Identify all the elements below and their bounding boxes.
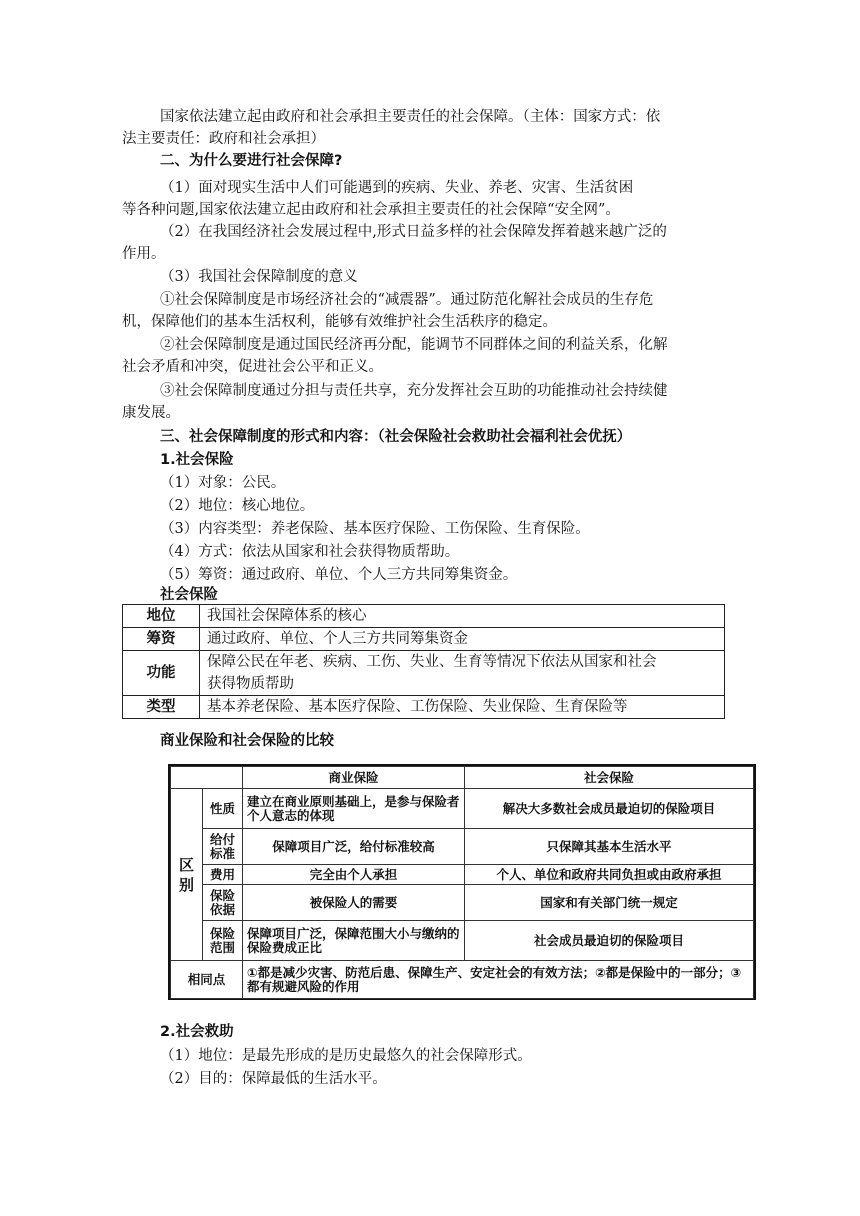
- table-row: [171, 865, 754, 885]
- row-key-text: 保险依据: [209, 887, 235, 917]
- subsection-social-assistance: 2.社会救助: [160, 1024, 234, 1040]
- header-commercial: 商业保险: [243, 767, 465, 789]
- meaning-3-line2: 康发展。: [122, 405, 180, 421]
- intro-paragraph-line2: 法主要责任：政府和社会承担）: [122, 131, 325, 147]
- reason-3: （3）我国社会保障制度的意义: [160, 269, 358, 285]
- cell-commercial: 被保险人的需要: [243, 885, 465, 921]
- row-key: [203, 921, 243, 961]
- meaning-2-line2: 社会矛盾和冲突，促进社会公平和正义。: [122, 359, 383, 375]
- header-social: 社会保险: [465, 767, 754, 789]
- reason-1-line1: （1）面对现实生活中人们可能遇到的疾病、失业、养老、灾害、生活贫困: [160, 180, 634, 196]
- table-row: [171, 789, 754, 829]
- table-cell-key: 筹资: [123, 628, 200, 651]
- intro-paragraph-line1: 国家依法建立起由政府和社会承担主要责任的社会保障。（主体：国家方式：依: [160, 109, 661, 125]
- table-row: [123, 651, 725, 696]
- cell-social: 解决大多数社会成员最迫切的保险项目: [465, 789, 754, 829]
- table-cell-line: 获得物质帮助: [207, 676, 294, 692]
- row-key: 费用: [203, 865, 243, 885]
- table-row: [171, 885, 754, 921]
- meaning-1-line2: 机，保障他们的基本生活权利，能够有效维护社会生活秩序的稳定。: [122, 314, 557, 330]
- meaning-1-line1: ①社会保障制度是市场经济社会的“减震器”。通过防范化解社会成员的生存危: [160, 292, 654, 308]
- row-group-difference: [171, 789, 203, 961]
- row-key: 性质: [203, 789, 243, 829]
- row-key: [203, 829, 243, 865]
- row-key-text: 给付标准: [209, 831, 235, 861]
- table-row: [123, 605, 725, 628]
- list-item: （5）筹资：通过政府、单位、个人三方共同筹集资金。: [160, 567, 518, 583]
- list-item: （3）内容类型：养老保险、基本医疗保险、工伤保险、生育保险。: [160, 521, 590, 537]
- cell-commercial: 建立在商业原则基础上，是参与保险者个人意志的体现: [243, 789, 465, 829]
- cell-social: 国家和有关部门统一规定: [465, 885, 754, 921]
- cell-same: ①都是减少灾害、防范后患、保障生产、安定社会的有效方法；②都是保险中的一部分；③都有规避风险的作用: [243, 961, 754, 999]
- table-row: [171, 829, 754, 865]
- meaning-3-line1: ③社会保障制度通过分担与责任共享，充分发挥社会互助的功能推动社会持续健: [160, 383, 668, 399]
- cell-social: 个人、单位和政府共同负担或由政府承担: [465, 865, 754, 885]
- table-cell-key: 功能: [123, 651, 200, 696]
- section-heading-3: 三、社会保障制度的形式和内容：（社会保险社会救助社会福利社会优抚）: [160, 429, 632, 445]
- row-key-same: 相同点: [171, 961, 243, 999]
- cell-commercial: 完全由个人承担: [243, 865, 465, 885]
- table-row: [171, 767, 754, 789]
- cell-commercial: 保障项目广泛，保障范围大小与缴纳的保险费成正比: [243, 921, 465, 961]
- meaning-2-line1: ②社会保障制度是通过国民经济再分配，能调节不同群体之间的利益关系，化解: [160, 337, 668, 353]
- table-cell-value: [200, 651, 725, 696]
- cell-commercial: 保障项目广泛，给付标准较高: [243, 829, 465, 865]
- table-row: [171, 961, 754, 999]
- table-corner-cell: [171, 767, 243, 789]
- table-caption-social-insurance: 社会保险: [160, 587, 218, 603]
- list-item: （4）方式：依法从国家和社会获得物质帮助。: [160, 544, 460, 560]
- reason-2-line1: （2）在我国经济社会发展过程中,形式日益多样的社会保障发挥着越来越广泛的: [160, 224, 667, 240]
- comparison-table: [170, 766, 754, 999]
- cell-social: 社会成员最迫切的保险项目: [465, 921, 754, 961]
- comparison-table-image: [168, 764, 756, 1000]
- table-row: [123, 696, 725, 719]
- list-item: （1）地位：是最先形成的是历史最悠久的社会保障形式。: [160, 1048, 532, 1064]
- table-cell-key: 类型: [123, 696, 200, 719]
- table-caption-comparison: 商业保险和社会保险的比较: [160, 733, 334, 749]
- table-row: [123, 628, 725, 651]
- table-cell-line: 保障公民在年老、疾病、工伤、失业、生育等情况下依法从国家和社会: [207, 654, 657, 670]
- list-item: （1）对象：公民。: [160, 475, 286, 491]
- table-cell-value: 我国社会保障体系的核心: [200, 605, 725, 628]
- row-key: [203, 885, 243, 921]
- section-heading-2: 二、为什么要进行社会保障?: [160, 153, 343, 169]
- difference-label: 区别: [178, 855, 194, 894]
- list-item: （2）地位：核心地位。: [160, 498, 315, 514]
- table-cell-value: 基本养老保险、基本医疗保险、工伤保险、失业保险、生育保险等: [200, 696, 725, 719]
- cell-social: 只保障其基本生活水平: [465, 829, 754, 865]
- table-cell-key: 地位: [123, 605, 200, 628]
- table-row: [171, 921, 754, 961]
- social-insurance-table: [122, 604, 725, 719]
- row-key-text: 保险范围: [209, 925, 235, 955]
- subsection-social-insurance: 1.社会保险: [160, 452, 234, 468]
- table-cell-value: 通过政府、单位、个人三方共同筹集资金: [200, 628, 725, 651]
- reason-2-line2: 作用。: [122, 246, 166, 262]
- reason-1-line2: 等各种问题,国家依法建立起由政府和社会承担主要责任的社会保障“安全网”。: [122, 202, 620, 218]
- list-item: （2）目的：保障最低的生活水平。: [160, 1071, 387, 1087]
